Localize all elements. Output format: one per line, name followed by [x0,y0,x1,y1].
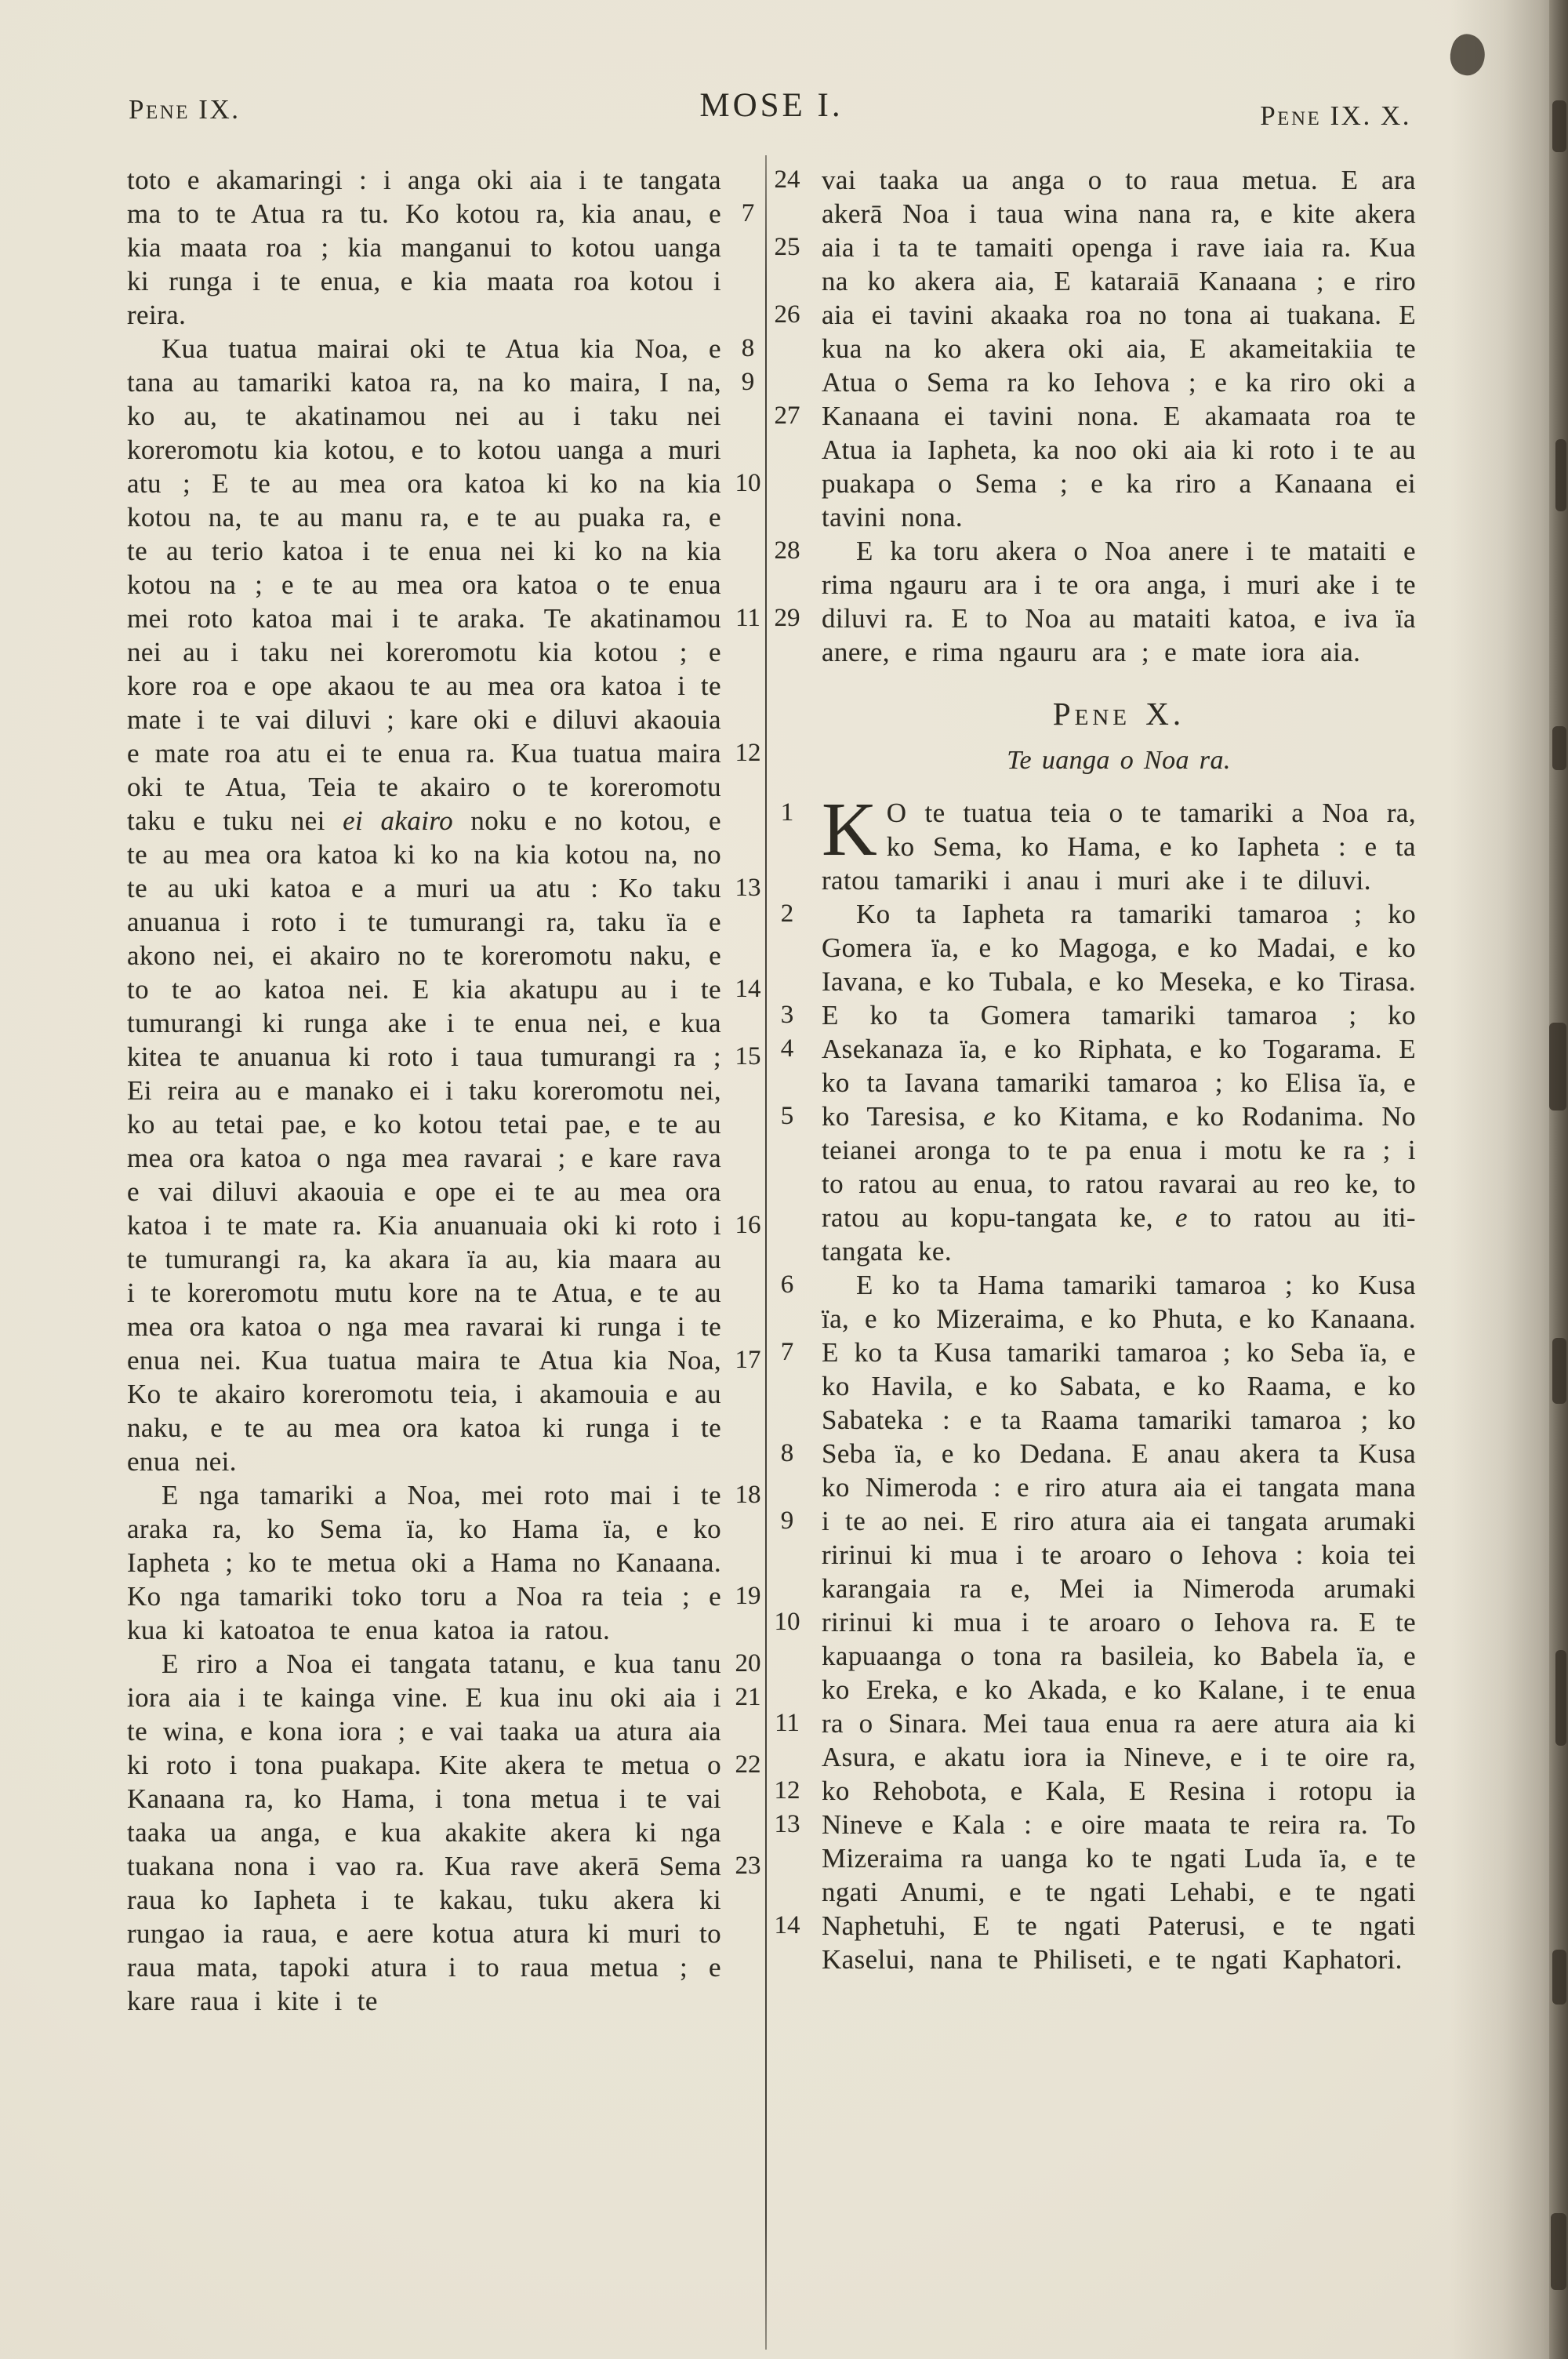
paragraph [127,332,761,1478]
verse-text: Ei reira au e manako ei i taku koreromotu nei, ko au tetai pae, e ko kotou tetai pae, e te au mea ora katoa o nga mea ravarai ; e kare rava e vai diluvi akaouia e ope ei te au mea ora katoa i te mate ra. [127,1075,721,1241]
verse-text: Kua tuatua mairai oki te Atua kia Noa, e tana au tamariki katoa ra, na ko maira, [127,333,721,398]
verse-number: 10 [735,469,761,497]
verse-text: E ko ta Hama tamariki tamaroa ; ko Kusa ïa, e ko Mizeraima, e ko Phuta, e ko Kanaana. [822,1270,1416,1334]
page-edge-mark [1552,726,1566,770]
verse-text: E Resina i rotopu ia Nineve e Kala : e oire maata te reira ra. [822,1776,1416,1840]
drop-cap: K [822,787,877,872]
verse-text: Kua tuatua maira oki te Atua, Teia te akairo o te koreromotu taku e tuku nei ei akairo noku e no kotou, e te au mea ora katoa ki ko na kia kotou na, no te au uki katoa e a muri ua atu : [127,738,721,903]
paragraph [774,534,1416,669]
verse-number: 1 [780,798,794,827]
verse-text: toto e akamaringi : i anga oki aia i te tangata ma to te Atua ra tu. [127,165,721,229]
verse-number: 2 [780,900,794,928]
verse-number: 6 [780,1270,794,1299]
verse-text: No teianei aronga to te pa enua i motu ke ra ; i to ratou au enua, to ratou ravarai au reo ke, to ratou au kopu-tangata ke, e to ratou au iti-tangata ke. [822,1101,1416,1267]
paragraph [774,1268,1417,1976]
verse-text: E akamaata roa te Atua ia Iapheta, ka noo oki aia ki roto i te au puakapa o Sema ; e ka riro a Kanaana ei tavini nona. [822,401,1416,533]
text-column-left [127,163,761,2018]
page-edge-mark [1552,1950,1566,2005]
verse-text: E riro atura aia ei tangata arumaki ririnui ki mua i te aroaro o Iehova : koia tei karangaia ra e, Mei ia Nimeroda arumaki ririnui ki mua i te aroaro o Iehova ra. [822,1506,1416,1637]
verse-number: 8 [741,334,755,362]
text-column-right [774,163,1417,1976]
verse-text: Ko kotou ra, kia anau, e kia maata roa ; kia manganui to kotou uanga ki runga i te enua, e kia maata roa kotou i reira. [127,198,721,330]
verse-text: E nga tamariki a Noa, mei roto mai i te araka ra, ko Sema ïa, ko Hama ïa, e ko Iapheta ; ko te metua oki a Hama no Kanaana. [127,1480,721,1578]
verse-number: 21 [735,1683,761,1711]
verse-number: 15 [735,1042,761,1070]
paragraph [780,897,1416,1268]
verse-text: Kua rave akerā Sema raua ko Iapheta i te kakau, tuku akera ki rungao ia raua, e aere kotua atura ki muri to raua mata, tapoki atura i to raua metua ; e kare raua i kite i te [127,1851,722,2016]
verse-text: E ara akerā Noa i taua wina nana ra, e kite akera aia i ta te tamaiti openga i rave iaia ra. [822,165,1416,263]
paragraph [127,1647,761,2018]
verse-number: 22 [735,1750,761,1779]
column-divider-rule [765,155,767,2350]
chapter-subtitle: Te uanga o Noa ra. [1007,746,1231,775]
verse-number: 7 [780,1338,794,1366]
verse-number: 19 [735,1582,761,1610]
verse-number: 13 [774,1810,800,1838]
verse-text: Kia anuanuaia oki ki roto i te tumurangi ra, ka akara ïa au, kia maara au i te koreromotu mutu kore na te Atua, e te au mea ora katoa o nga mea ravarai ki runga i te enua nei. [127,1210,721,1376]
verse-number: 27 [774,402,800,430]
verse-text: E anau akera ta Kusa ko Nimeroda : e riro atura aia ei tangata mana i te ao nei. [822,1438,1417,1536]
verse-text: E ko ta Iavana tamariki tamaroa ; ko Elisa ïa, e ko Taresisa, e ko Kitama, e ko Rodanima. [822,1034,1416,1132]
verse-number: 4 [780,1034,794,1063]
verse-text: E te au mea ora katoa ki ko na kia kotou na, te au manu ra, e te au puaka ra, e te au terio katoa i te enua nei ki ko na kia kotou na ; e te au mea ora katoa o te enua mei roto katoa mai i te araka. [127,468,721,634]
verse-text: Mei taua enua ra aere atura aia ki Asura, e akatu iora ia Nineve, e i te oire ra, ko Rehobota, e Kala, [822,1708,1416,1806]
verse-number: 3 [780,1001,794,1029]
verse-text: Ko taku anuanua i roto i te tumurangi ra, taku ïa e akono nei, ei akairo no te koreromotu naku, e to te ao katoa nei. [127,873,722,1005]
verse-text: E kua na ko akera oki aia, E akameitakiia te Atua o Sema ra ko Iehova ; e ka riro oki a Kanaana ei tavini nona. [822,300,1416,431]
page-edge-mark [1555,439,1566,511]
verse-number: 29 [774,604,800,632]
verse-number: 7 [741,199,755,227]
verse-text: E kia akatupu au i te tumurangi ki runga ake i te enua nei, e kua kitea te anuanua ki roto i taua tumurangi ra ; [127,974,721,1072]
page-edge-mark [1552,100,1566,152]
verse-number: 11 [775,1709,800,1737]
verse-text: E te kapuaanga o tona ra basileia, ko Babela ïa, e ko Ereka, e ko Akada, e ko Kalane, i te enua ra o Sinara. [822,1607,1417,1739]
page-edge-mark [1552,1338,1566,1404]
verse-text: Te akatinamou nei au i taku nei koreromotu kia kotou ; e kore roa e ope akaou te au mea ora katoa i te mate i te vai diluvi ; kare oki e diluvi akaouia e mate roa atu ei te enua ra. [127,603,721,769]
verse-number: 28 [774,536,800,565]
paragraph [127,163,755,332]
verse-number: 26 [774,300,800,329]
verse-text: E kua inu oki aia i te wina, e kona iora ; e vai taaka ua atura aia ki roto i tona puakapa. [127,1682,721,1780]
verse-text: O te tuatua teia o te tamariki a Noa ra, ko Sema, ko Hama, e ko Iapheta : e ta ratou tamariki i anau i muri ake i te diluvi. [822,798,1416,896]
verse-text: E te ngati Paterusi, e te ngati Kaselui, nana te Philiseti, e te ngati Kaphatori. [822,1910,1417,1975]
verse-text: I na, ko au, te akatinamou nei au i taku nei koreromotu kia kotou, e to kotou uanga a muri atu ; [127,367,721,499]
verse-number: 25 [774,233,800,261]
verse-number: 24 [774,165,800,194]
verse-number: 13 [735,874,761,902]
verse-text: Kite akera te metua o Kanaana ra, ko Hama, i tona metua i te vai taaka ua anga, e kua akakite akera ki nga tuakana nona i vao ra. [127,1750,721,1881]
verse-number: 14 [735,975,761,1003]
running-head-right: Pene IX. X. [1260,100,1411,131]
verse-number: 12 [735,739,761,767]
verse-number: 12 [774,1776,800,1805]
verse-number: 9 [741,368,755,396]
paragraph [127,1478,761,1647]
verse-text: Ko ta Iapheta ra tamariki tamaroa ; ko Gomera ïa, e ko Magoga, e ko Madai, e ko Iavana, e ko Tubala, e ko Meseka, e ko Tirasa. [822,899,1416,997]
verse-text: E riro a Noa ei tangata tatanu, e kua tanu iora aia i te kainga vine. [127,1648,721,1713]
verse-number: 11 [735,604,760,632]
page-edge [1549,0,1568,2359]
verse-text: E ka toru akera o Noa anere i te mataiti e rima ngauru ara i te ora anga, i muri ake i te diluvi ra. [822,536,1416,634]
running-head-left: Pene IX. [129,94,241,125]
verse-number: 5 [780,1102,794,1130]
verse-number: 14 [774,1911,800,1939]
chapter-heading: Pene X. [1052,696,1185,732]
verse-number: 8 [780,1439,794,1467]
verse-number: 16 [735,1211,761,1239]
added-word-italic: e [983,1101,996,1132]
verse-text: vai taaka ua anga o to raua metua. [822,165,1319,195]
page-edge-mark [1549,1023,1566,1110]
page-edge-mark [1555,1650,1566,1746]
verse-number: 20 [735,1649,761,1677]
verse-text: Kua tuatua maira te Atua kia Noa, Ko te akairo koreromotu teia, i akamouia e au naku, e te au mea ora katoa ki runga i te enua nei. [127,1345,721,1477]
verse-number: 10 [774,1608,800,1636]
verse-text: E to Noa au mataiti katoa, e iva ïa anere, e rima ngauru ara ; e mate iora aia. [822,603,1416,667]
verse-text: Ko nga tamariki toko toru a Noa ra teia ; e kua ki katoatoa te enua katoa ia ratou. [127,1581,721,1645]
verse-number: 17 [735,1346,761,1374]
page-edge-mark [1551,2213,1566,2290]
verse-number: 9 [780,1507,794,1535]
added-word-italic: ei akairo [343,805,453,836]
verse-text: E ko ta Kusa tamariki tamaroa ; ko Seba ïa, e ko Havila, e ko Sabata, e ko Raama, e ko Sabateka : e ta Raama tamariki tamaroa ; ko Seba ïa, e ko Dedana. [822,1337,1416,1469]
paragraph [774,163,1416,534]
added-word-italic: e [1175,1202,1188,1233]
paragraph [780,787,1416,897]
verse-text: E ko ta Gomera tamariki tamaroa ; ko Asekanaza ïa, e ko Riphata, e ko Togarama. [822,1000,1416,1064]
verse-text: To Mizeraima ra uanga ko te ngati Luda ïa, e te ngati Anumi, e te ngati Lehabi, e te ngati Naphetuhi, [822,1809,1416,1941]
verse-text: Kua na ko akera aia, E kataraiā Kanaana ; e riro aia ei tavini akaaka roa no tona ai tuakana. [822,232,1416,330]
book-title: MOSE I. [699,87,844,124]
verse-number: 23 [735,1852,761,1880]
verse-number: 18 [735,1481,761,1509]
